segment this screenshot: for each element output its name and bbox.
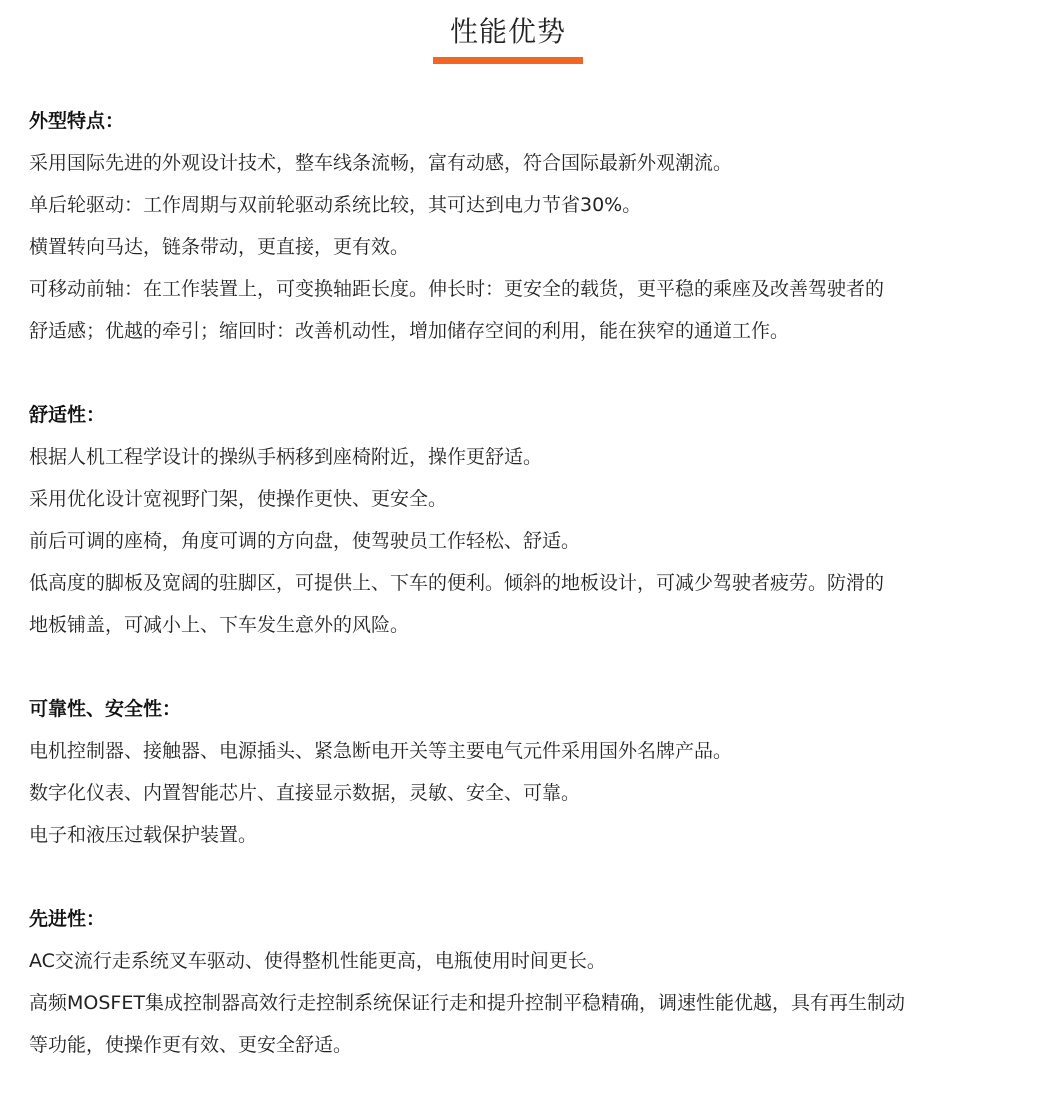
- paragraph-line: 地板铺盖，可减小上、下车发生意外的风险。: [29, 614, 410, 636]
- section-comfort: [29, 394, 1019, 646]
- paragraph-line: 采用国际先进的外观设计技术，整车线条流畅，富有动感，符合国际最新外观潮流。: [29, 152, 733, 174]
- paragraph-line: 前后可调的座椅，角度可调的方向盘，使驾驶员工作轻松、舒适。: [29, 530, 581, 552]
- section-appearance: [29, 100, 1019, 352]
- section-title: 可靠性、安全性：: [29, 698, 182, 720]
- paragraph-line: 数字化仪表、内置智能芯片、直接显示数据，灵敏、安全、可靠。: [29, 782, 581, 804]
- paragraph-line: 根据人机工程学设计的操纵手柄移到座椅附近，操作更舒适。: [29, 446, 543, 468]
- paragraph-line: 横置转向马达，链条带动，更直接，更有效。: [29, 236, 410, 258]
- paragraph-line: 电子和液压过载保护装置。: [29, 824, 258, 846]
- paragraph-line: 等功能，使操作更有效、更安全舒适。: [29, 1034, 353, 1056]
- paragraph-line: 采用优化设计宽视野门架，使操作更快、更安全。: [29, 488, 448, 510]
- page-title: 性能优势: [449, 15, 566, 48]
- section-title: 舒适性：: [29, 404, 106, 426]
- section-advanced: [29, 898, 1019, 1066]
- paragraph-line: 低高度的脚板及宽阔的驻脚区，可提供上、下车的便利。倾斜的地板设计，可减少驾驶者疲劳。防滑的: [29, 572, 885, 594]
- paragraph-line: 单后轮驱动：工作周期与双前轮驱动系统比较，其可达到电力节省30%。: [29, 194, 642, 216]
- section-title: 外型特点：: [29, 110, 125, 132]
- paragraph-line: 高频MOSFET集成控制器高效行走控制系统保证行走和提升控制平稳精确，调速性能优越，具有再生制动: [29, 992, 905, 1014]
- page-header: [0, 0, 1016, 50]
- section-reliability-safety: [29, 688, 1019, 856]
- title-underline: [433, 57, 583, 64]
- paragraph-line: AC交流行走系统叉车驱动、使得整机性能更高，电瓶使用时间更长。: [29, 950, 606, 972]
- paragraph-line: 电机控制器、接触器、电源插头、紧急断电开关等主要电气元件采用国外名牌产品。: [29, 740, 733, 762]
- paragraph-line: 舒适感；优越的牵引；缩回时：改善机动性，增加储存空间的利用，能在狭窄的通道工作。: [29, 320, 790, 342]
- paragraph-line: 可移动前轴：在工作装置上，可变换轴距长度。伸长时：更安全的载货，更平稳的乘座及改善驾驶者的: [29, 278, 885, 300]
- content-body: [29, 100, 1019, 1108]
- section-title: 先进性：: [29, 908, 106, 930]
